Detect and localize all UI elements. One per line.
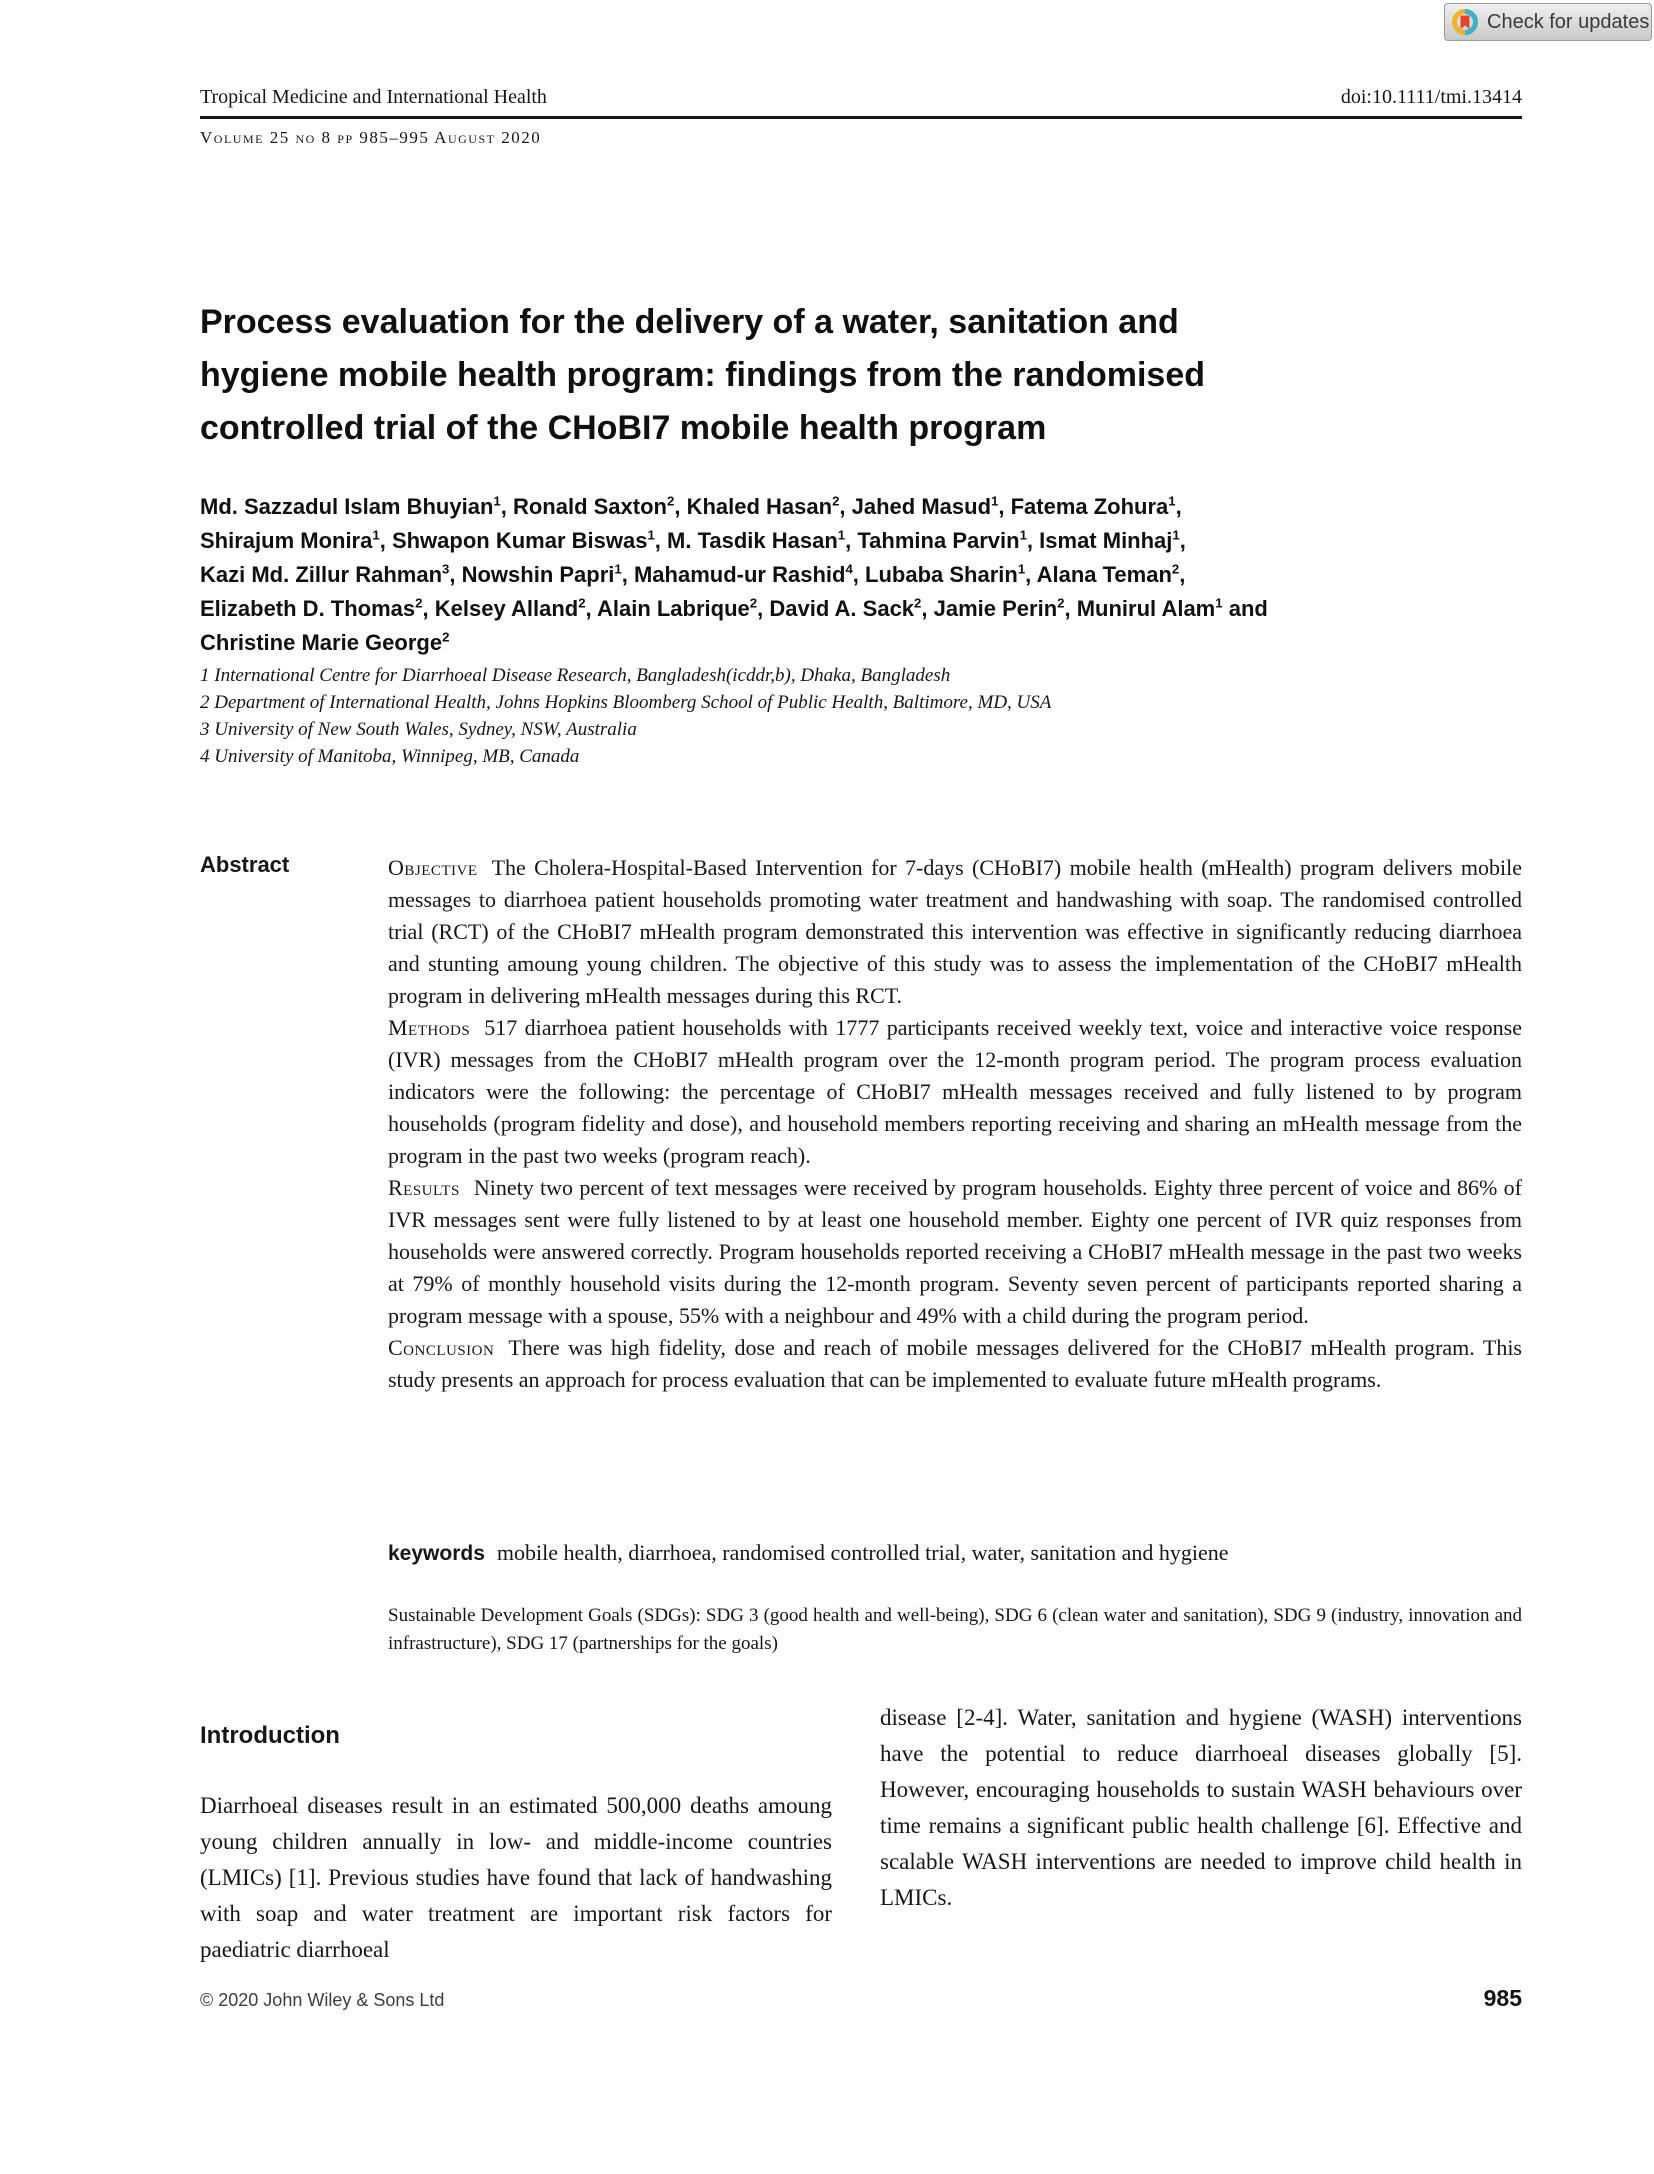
affiliation-superscript: 1 [1172, 527, 1180, 543]
affiliation-superscript: 1 [493, 493, 501, 509]
affiliation-superscript: 2 [1171, 561, 1180, 577]
affiliation-superscript: 2 [442, 629, 450, 645]
abstract-section [388, 1332, 1522, 1396]
abstract-section-label: Objective [388, 855, 478, 880]
keywords-row [388, 1540, 1522, 1566]
check-for-updates-button[interactable] [1444, 3, 1652, 41]
intro-paragraph-left-column: Diarrhoeal diseases result in an estimated 500,000 deaths amoung young children annually in low- and middle-income countries (LMICs) [1]. Previous studies have found that lack of handwashing with soap and water treatment are important risk factors for paediatric diarrhoeal [200, 1793, 832, 1962]
abstract-section [388, 1012, 1522, 1172]
journal-name: Tropical Medicine and International Health [200, 86, 547, 108]
affiliation-superscript: 2 [666, 493, 675, 509]
affiliation-superscript: 2 [415, 595, 423, 611]
title-line-1: Process evaluation for the delivery of a water, sanitation and [200, 303, 1179, 341]
doi: doi:10.1111/tmi.13414 [1340, 86, 1522, 108]
affiliation-superscript: 2 [832, 493, 840, 509]
author-list [200, 490, 1268, 660]
intro-paragraph-right-column: disease [2-4]. Water, sanitation and hygiene (WASH) interventions have the potential to reduce diarrhoeal diseases globally [5]. However, encouraging households to sustain WASH behaviours over time remains a significant public health challenge [6]. Effective and scalable WASH interventions are needed to improve child health in LMICs. [880, 1705, 1522, 1910]
affiliation-list [200, 662, 1051, 770]
affiliation-line: 1 International Centre for Diarrhoeal Disease Research, Bangladesh(icddr,b), Dhaka, Bangladesh [200, 665, 951, 686]
sdg-statement: Sustainable Development Goals (SDGs): SDG 3 (good health and well-being), SDG 6 (clean water and sanitation), SDG 9 (industry, innovation and infrastructure), SDG 17 (partnerships for the goals) [388, 1605, 1522, 1654]
author-line: Shirajum Monira$^1$, Shwapon Kumar Biswas$^1$, M. Tasdik Hasan$^1$, Tahmina Parvin$^1$, Ismat Minhaj$^1$, [200, 527, 1186, 553]
abstract-section [388, 852, 1522, 1012]
affiliation-superscript: 4 [845, 561, 853, 577]
header-rule [200, 116, 1522, 119]
affiliation-superscript: 1 [1019, 527, 1027, 543]
abstract-section-label: Results [388, 1175, 460, 1200]
affiliation-superscript: 3 [442, 561, 450, 577]
abstract-heading: Abstract [200, 852, 290, 877]
page-number: 985 [1483, 1985, 1522, 2011]
affiliation-superscript: 1 [372, 527, 380, 543]
author-line: Elizabeth D. Thomas$^2$, Kelsey Alland$^2$, Alain Labrique$^2$, David A. Sack$^2$, Jamie Perin$^2$, Munirul Alam$^1$ and [200, 595, 1268, 621]
affiliation-line: 4 University of Manitoba, Winnipeg, MB, Canada [200, 746, 580, 767]
abstract-section-label: Conclusion [388, 1335, 495, 1360]
affiliation-superscript: 1 [1168, 493, 1176, 509]
author-line: Kazi Md. Zillur Rahman$^3$, Nowshin Papri$^1$, Mahamud-ur Rashid$^4$, Lubaba Sharin$^1$, Alana Teman$^2$, [200, 561, 1186, 587]
affiliation-superscript: 2 [1057, 595, 1065, 611]
abstract-body [388, 852, 1522, 1396]
affiliation-line: 3 University of New South Wales, Sydney, NSW, Australia [200, 719, 637, 740]
affiliation-superscript: 2 [749, 595, 758, 611]
keywords-label: keywords [388, 1542, 485, 1565]
volume-issue-line: Volume 25 no 8 pp 985–995 August 2020 [200, 128, 542, 147]
affiliation-superscript: 1 [837, 527, 846, 543]
affiliation-superscript: 1 [647, 527, 655, 543]
journal-header [200, 86, 1522, 109]
article-title [200, 296, 1205, 455]
affiliation-superscript: 2 [914, 595, 922, 611]
abstract-section [388, 1172, 1522, 1332]
introduction-heading: Introduction [200, 1722, 340, 1749]
affiliation-superscript: 2 [578, 595, 586, 611]
abstract-section-text: Ninety two percent of text messages were received by program households. Eighty three percent of voice and 86% of IVR messages sent were fully listened to by at least one household member. Eighty one percent of IVR quiz responses from households were answered correctly. Program households reported receiving a CHoBI7 mHealth message in the past two weeks at 79% of monthly household visits during the 12-month program. Seventy seven percent of participants reported sharing a program message with a spouse, 55% with a neighbour and 49% with a child during the program period. [388, 1175, 1522, 1328]
abstract-section-text: The Cholera-Hospital-Based Intervention for 7-days (CHoBI7) mobile health (mHealth) program delivers mobile messages to diarrhoea patient households promoting water treatment and handwashing with soap. The randomised controlled trial (RCT) of the CHoBI7 mHealth program demonstrated this intervention was effective in significantly reducing diarrhoea and stunting amoung young children. The objective of this study was to assess the implementation of the CHoBI7 mHealth program in delivering mHealth messages during this RCT. [388, 855, 1522, 1008]
page-footer [200, 1985, 1522, 2012]
abstract-section-text: There was high fidelity, dose and reach of mobile messages delivered for the CHoBI7 mHealth program. This study presents an approach for process evaluation that can be implemented to evaluate future mHealth programs. [388, 1335, 1522, 1392]
affiliation-superscript: 1 [1017, 561, 1026, 577]
affiliation-superscript: 1 [1215, 595, 1223, 611]
crossmark-icon [1451, 8, 1479, 36]
abstract-section-text: 517 diarrhoea patient households with 1777 participants received weekly text, voice and interactive voice response (IVR) messages from the CHoBI7 mHealth program over the 12-month program period. The program process evaluation indicators were the following: the percentage of CHoBI7 mHealth messages received and fully listened to by program households (program fidelity and dose), and household members reporting receiving and sharing an mHealth message from the program in the past two weeks (program reach). [388, 1015, 1522, 1168]
title-line-2: hygiene mobile health program: findings from the randomised [200, 356, 1205, 394]
author-line: Christine Marie George$^2$ [200, 629, 450, 655]
copyright-notice: © 2020 John Wiley & Sons Ltd [200, 1990, 445, 2010]
affiliation-superscript: 1 [614, 561, 622, 577]
affiliation-line: 2 Department of International Health, Johns Hopkins Bloomberg School of Public Health, Baltimore, MD, USA [200, 692, 1052, 713]
abstract-section-label: Methods [388, 1015, 471, 1040]
title-line-3: controlled trial of the CHoBI7 mobile health program [200, 409, 1047, 447]
author-line: Md. Sazzadul Islam Bhuyian$^1$, Ronald Saxton$^2$, Khaled Hasan$^2$, Jahed Masud$^1$, Fatema Zohura$^1$, [200, 493, 1182, 519]
check-for-updates-label: Check for updates [1487, 10, 1650, 33]
keywords-text: mobile health, diarrhoea, randomised controlled trial, water, sanitation and hygiene [496, 1540, 1229, 1565]
affiliation-superscript: 1 [991, 493, 999, 509]
